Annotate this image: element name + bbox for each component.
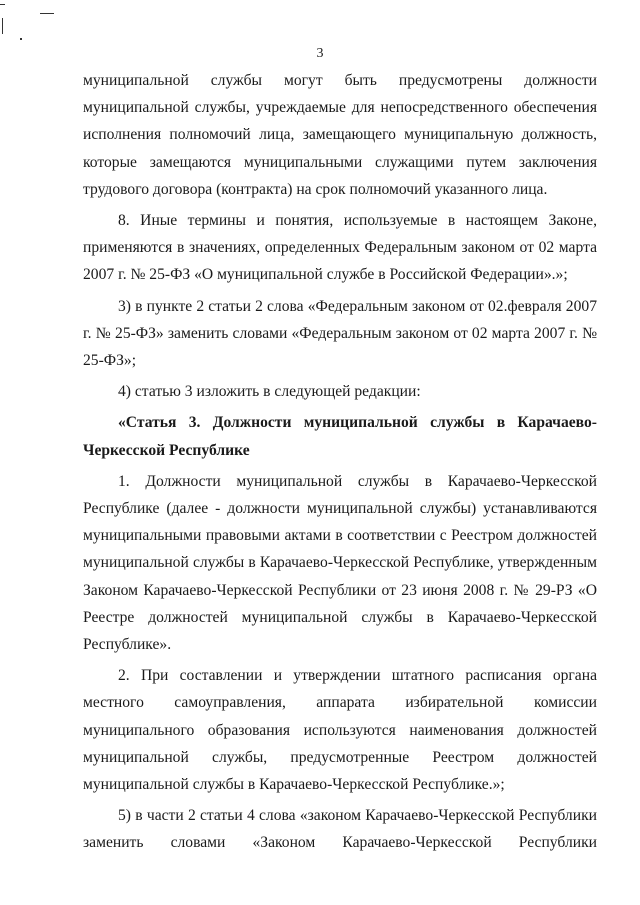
article-3-heading — [83, 409, 597, 463]
paragraph-item-8: 8. Иные термины и понятия, используемые в настоящем Законе, применяются в значениях, определенных Федеральным законом от 02 марта 2007 г. № 25-ФЗ «О муниципальной службе в Российской Федерации».»; — [83, 212, 597, 284]
scan-mark-top-left — [0, 4, 5, 5]
paragraph-article-3-part-1: 1. Должности муниципальной службы в Карачаево-Черкесской Республике (далее - должности муниципальной службы) устанавливаются муниципальными правовыми актами в соответствии с Реестром должностей муниципальной службы в Карачаево-Черкесской Республике, утвержденным Законом Карачаево-Черкесской Республики от 23 июня 2008 г. № 29-РЗ «О Реестре должностей муниципальной службы в Карачаево-Черкесской Республике». — [83, 472, 597, 654]
paragraph-article-3-part-2: 2. При составлении и утверждении штатного расписания органа местного самоуправления, аппарата избирательной комиссии муниципального образования используются наименования должностей муниципальной службы, предусмотренные Реестром должностей муниципальной службы в Карачаево-Черкесской Республике.»; — [83, 667, 597, 794]
scan-mark-dot — [20, 38, 22, 40]
paragraph-amendment-4: 4) статью 3 изложить в следующей редакции: — [118, 383, 421, 401]
paragraph-amendment-5: 5) в части 2 статьи 4 слова «законом Карачаево-Черкесской Республики заменить словами «Законом Карачаево-Черкесской Республики — [83, 807, 597, 852]
page-number: 3 — [316, 46, 324, 61]
scan-mark-top — [40, 13, 54, 14]
article-3-heading-text: «Статья 3. Должности муниципальной службы в Карачаево-Черкесской Республике — [83, 414, 597, 459]
paragraph-amendment-3: 3) в пункте 2 статьи 2 слова «Федеральным законом от 02.февраля 2007 г. № 25-ФЗ» заменить словами «Федеральным законом от 02 марта 2007 г. № 25-ФЗ»; — [83, 297, 597, 370]
document-body — [83, 67, 597, 857]
paragraph-continuation: муниципальной службы могут быть предусмотрены должности муниципальной службы, учреждаемые для непосредственного обеспечения исполнения полномочий лица, замещающего муниципальную должность, которые замещаются муниципальными служащими путем заключения трудового договора (контракта) на срок полномочий указанного лица. — [83, 72, 597, 198]
scan-mark-left-edge — [2, 18, 3, 34]
